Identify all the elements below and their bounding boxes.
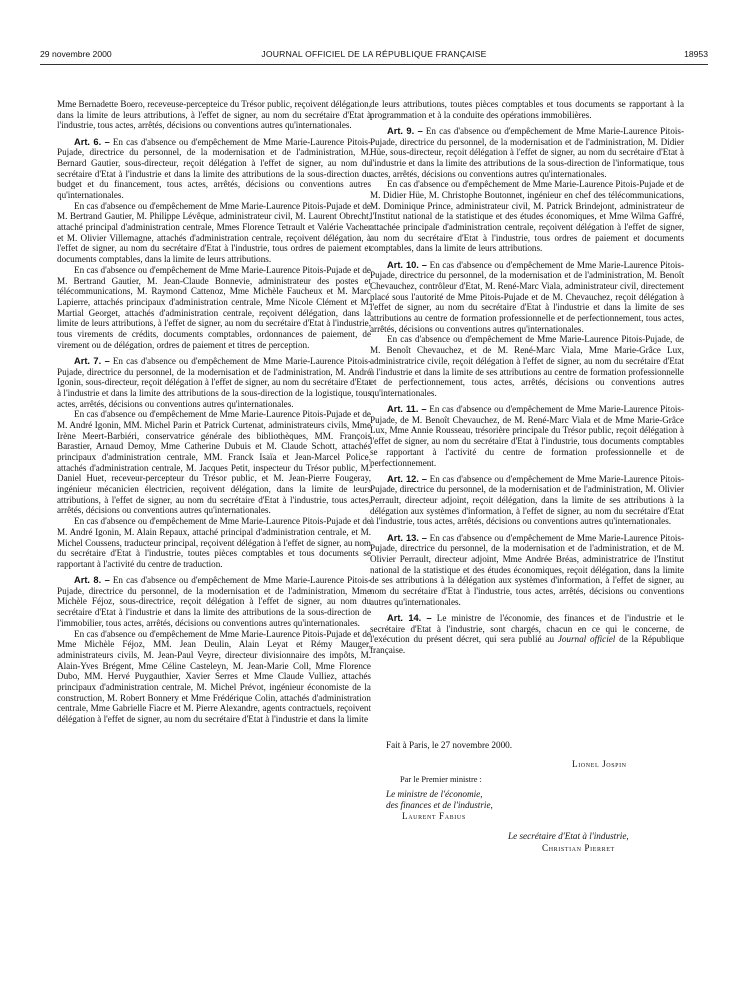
paragraph: En cas d'absence ou d'empêchement de Mme Marie-Laurence Pitois-Pujade et de M. André Igonin, MM. Michel Parin et Patrick Curtenat, administrateurs civils, Mme Irène Meert-Barbiéri, conservatrice générale des bibliothèques, MM. François Barastier, Arnaud Demoy, Mme Catherine Dubuis et M. Claude Schott, attachés principaux d'administration centrale, MM. Franck Isaïa et Jean-Marcel Police, attachés d'administration centrale, M. Jacques Petit, inspecteur du Trésor public, M. Daniel Huet, receveur-percepteur du Trésor public, et M. Jean-Pierre Fougeray, ingénieur mécanicien électricien, reçoivent délégation, dans la limite de leurs attributions, à l'effet de signer, au nom du secrétaire d'Etat à l'industrie, tous actes, arrêtés, décisions ou conventions autres qu'internationales. xyxy=(57,409,371,516)
article-6 xyxy=(57,137,371,201)
article-label: Art. 8. – xyxy=(74,575,110,586)
article-10 xyxy=(370,260,684,335)
signature-minister: Laurent Fabius xyxy=(402,811,466,821)
header-rule xyxy=(40,64,708,65)
done-at-paris: Fait à Paris, le 27 novembre 2000. xyxy=(386,740,513,750)
article-label: Art. 12. – xyxy=(387,473,427,484)
right-column xyxy=(370,99,684,656)
article-label: Art. 7. – xyxy=(74,355,110,366)
article-label: Art. 6. – xyxy=(74,136,110,147)
article-8 xyxy=(57,575,371,628)
by-prime-minister: Par le Premier ministre : xyxy=(400,775,482,784)
header-page-number: 18953 xyxy=(684,49,708,59)
article-label: Art. 11. – xyxy=(387,404,427,415)
paragraph: En cas d'absence ou d'empêchement de Mme Marie-Laurence Pitois-Pujade et de M. Didier Hüe, M. Christophe Boutonnet, ingénieur en chef des télécommunications, M. Dominique Prince, administrateur civil, M. Patrick Brindejont, administrateur de l'Institut national de la statistique et des études économiques, et Mme Wilma Gaffré, attachée principale d'administration centrale, reçoivent délégation à l'effet de signer, au nom du secrétaire d'Etat à l'industrie, tous ordres de paiement et documents comptables, dans la limite de leurs attributions. xyxy=(370,179,684,254)
minister-title-line-2: des finances et de l'industrie, xyxy=(386,800,493,810)
paragraph: En cas d'absence ou d'empêchement de Mme Marie-Laurence Pitois-Pujade et de Mme Michèle Féjoz, MM. Jean Deulin, Alain Leyat et Rémy Mauger, administrateurs civils, M. Jean-Paul Veyre, directeur divisionnaire des impôts, M. Alain-Yves Brégent, Mme Céline Casteleyn, M. Jean-Marie Coll, Mme Florence Dubo, MM. Hervé Puygauthier, Xavier Serres et Mme Claude Vulliez, attachés principaux d'administration centrale, M. Michel Prévot, ingénieur économiste de la construction, M. Robert Bonnery et Mme Frédérique Colin, attachés d'administration centrale, Mme Gabrielle Fiacre et M. Pierre Alexandre, agents contractuels, reçoivent délégation à l'effet de signer, au nom du secrétaire d'Etat à l'industrie et dans la limite xyxy=(57,628,371,724)
article-text: Le ministre de l'économie, des finances et de l'industrie et le secrétaire d'Etat à l'industrie, sont chargés, chacun en ce qui le concerne, de l'exécution du présent décret, qui sera publié au xyxy=(370,612,684,645)
article-9 xyxy=(370,126,684,179)
paragraph: Mme Bernadette Boero, receveuse-percepteice du Trésor public, reçoivent délégation, dans la limite de leurs attributions, à l'effet de signer, au nom du secrétaire d'Etat à l'industrie, tous actes, arrêtés, décisions ou conventions autres qu'internationales. xyxy=(57,99,371,131)
header-date: 29 novembre 2000 xyxy=(40,49,112,59)
article-text-end: de la République française. xyxy=(370,634,684,655)
article-text: En cas d'absence ou d'empêchement de Mme Marie-Laurence Pitois-Pujade, directrice du personnel, de la modernisation et de l'administration, et de M. Olivier Perrault, directeur adjoint, Mme Andrée Bréas, administratrice de l'Institut national de la statistique et des études économiques, reçoit délégation, dans la limite de ses attributions à la délégation aux systèmes d'information, à l'effet de signer, au nom du secrétaire d'Etat à l'industrie, tous actes, arrêtés, décisions ou conventions autres qu'internationales. xyxy=(370,532,685,607)
article-text: En cas d'absence ou d'empêchement de Mme Marie-Laurence Pitois-Pujade, directrice du personnel, de la modernisation et de l'administration, Mme Michèle Féjoz, sous-directrice, reçoit délégation à l'effet de signer, au nom du secrétaire d'Etat à l'industrie et dans la limite des attributions de la sous-direction de l'immobilier, tous actes, arrêtés, décisions ou conventions autres qu'internationales. xyxy=(57,575,372,628)
left-column xyxy=(57,99,371,725)
journal-name: Journal officiel xyxy=(557,634,616,645)
article-13 xyxy=(370,533,684,608)
secretary-title: Le secrétaire d'Etat à l'industrie, xyxy=(508,831,629,841)
article-label: Art. 14. – xyxy=(387,612,432,623)
paragraph: En cas d'absence ou d'empêchement de Mme Marie-Laurence Pitois-Pujade, de M. Benoît Chevauchez, et de M. René-Marc Viala, Mme Marie-Grâce Lux, administratrice civile, reçoit délégation à l'effet de signer, au nom du secrétaire d'Etat à l'industrie et dans la limite de ses attributions au centre de formation professionnelle et de perfectionnement, tous actes, arrêtés, décisions ou conventions autres qu'internationales. xyxy=(370,334,684,398)
header-journal-title: JOURNAL OFFICIEL DE LA RÉPUBLIQUE FRANÇAISE xyxy=(261,49,487,59)
article-14 xyxy=(370,613,684,656)
page-header xyxy=(40,49,708,63)
article-text: En cas d'absence ou d'empêchement de Mme Marie-Laurence Pitois-Pujade, de M. Benoît Chevauchez, de M. René-Marc Viala et de Mme Marie-Grâce Lux, Mme Annie Rousseau, trésorière principale du Trésor public, reçoit délégation à l'effet de signer, au nom du secrétaire d'Etat à l'industrie, tous documents comptables se rapportant à l'activité du centre de formation professionnelle et de perfectionnement. xyxy=(370,404,685,468)
signature-prime-minister: Lionel Jospin xyxy=(572,759,627,769)
article-12 xyxy=(370,474,684,527)
article-text: En cas d'absence ou d'empêchement de Mme Marie-Laurence Pitois-Pujade, directrice du personnel, de la modernisation et de l'administration, M. André Igonin, sous-directeur, reçoit délégation à l'effet de signer, au nom du secrétaire d'Etat à l'industrie et dans la limite des attributions de la sous-direction de la logistique, tous actes, arrêtés, décisions ou conventions autres qu'internationales. xyxy=(57,355,372,409)
paragraph: de leurs attributions, toutes pièces comptables et tous documents se rapportant à la programmation et à la conduite des opérations immobilières. xyxy=(370,99,684,120)
paragraph: En cas d'absence ou d'empêchement de Mme Marie-Laurence Pitois-Pujade et de M. Bertrand Gautier, M. Philippe Lévêque, administrateur civil, M. Laurent Obrecht, attaché principal d'administration centrale, Mmes Florence Tetrault et Valérie Vacher et M. Olivier Villemagne, attachés d'administration centrale, reçoivent délégation, à l'effet de signer, au nom du secrétaire d'Etat à l'industrie, tous ordres de paiement et documents comptables, dans la limite de leurs attributions. xyxy=(57,200,371,265)
article-text: En cas d'absence ou d'empêchement de Mme Marie-Laurence Pitois-Pujade, directrice du personnel, de la modernisation et de l'administration, M. Benoît Chevauchez, contrôleur d'Etat, M. René-Marc Viala, administrateur civil, directement placé sous l'autorité de Mme Pitois-Pujade et de M. Chevauchez, reçoit délégation à l'effet de signer, au nom du secrétaire d'Etat à l'industrie et dans la limite de ses attributions au centre de formation professionnelle et de perfectionnement, tous actes, arrêtés, décisions ou conventions autres qu'internationales. xyxy=(370,259,685,334)
article-text: En cas d'absence ou d'empêchement de Mme Marie-Laurence Pitois-Pujade, directrice du personnel, de la modernisation et de l'administration, M. Didier Hüe, sous-directeur, reçoit délégation à l'effet de signer, au nom du secrétaire d'Etat à l'industrie et dans la limite des attributions de la sous-direction de l'informatique, tous actes, arrêtés, décisions ou conventions autres qu'internationales. xyxy=(370,125,685,179)
article-text: En cas d'absence ou d'empêchement de Mme Marie-Laurence Pitois-Pujade, directrice du personnel, de la modernisation et de l'administration, M. Bernard Gautier, sous-directeur, reçoit délégation à l'effet de signer, au nom du secrétaire d'Etat à l'industrie et dans la limite des attributions de la sous-direction du budget et du financement, tous actes, arrêtés, décisions ou conventions autres qu'internationales. xyxy=(57,136,372,200)
article-11 xyxy=(370,404,684,468)
paragraph: En cas d'absence ou d'empêchement de Mme Marie-Laurence Pitois-Pujade et de M. André Igonin, M. Alain Repaux, attaché principal d'administration centrale, et M. Michel Coussens, traducteur principal, reçoivent délégation à l'effet de signer, au nom du secrétaire d'Etat à l'industrie, toutes pièces comptables et tous documents se rapportant à l'activité du centre de traduction. xyxy=(57,516,371,569)
minister-title-line-1: Le ministre de l'économie, xyxy=(386,789,483,799)
paragraph: En cas d'absence ou d'empêchement de Mme Marie-Laurence Pitois-Pujade et de M. Bertrand Gautier, M. Jean-Claude Bonnevie, administrateur des postes et télécommunications, M. Raymond Cattenoz, Mme Michèle Faucheux et M. Marc Lapierre, attachés principaux d'administration centrale, Mme Nicole Clément et M. Martial Georget, attachés d'administration centrale, reçoivent délégation, dans la limite de leurs attributions, à l'effet de signer, au nom du secrétaire d'Etat à l'industrie, tous virements de crédits, documents comptables, ordonnances de paiement, de virement ou de délégation, ordres de paiement et titres de perception. xyxy=(57,264,371,350)
article-7 xyxy=(57,356,371,409)
article-text: En cas d'absence ou d'empêchement de Mme Marie-Laurence Pitois-Pujade, directrice du personnel, de la modernisation et de l'administration, M. Olivier Perrault, directeur adjoint, reçoit délégation, dans la limite de ses attributions à la délégation aux systèmes d'information, à l'effet de signer, au nom du secrétaire d'Etat à l'industrie, tous actes, arrêtés, décisions ou conventions autres qu'internationales. xyxy=(370,473,685,527)
article-label: Art. 9. – xyxy=(387,125,423,136)
article-label: Art. 13. – xyxy=(387,532,427,543)
article-label: Art. 10. – xyxy=(387,259,427,270)
signature-secretary: Christian Pierret xyxy=(542,843,615,853)
